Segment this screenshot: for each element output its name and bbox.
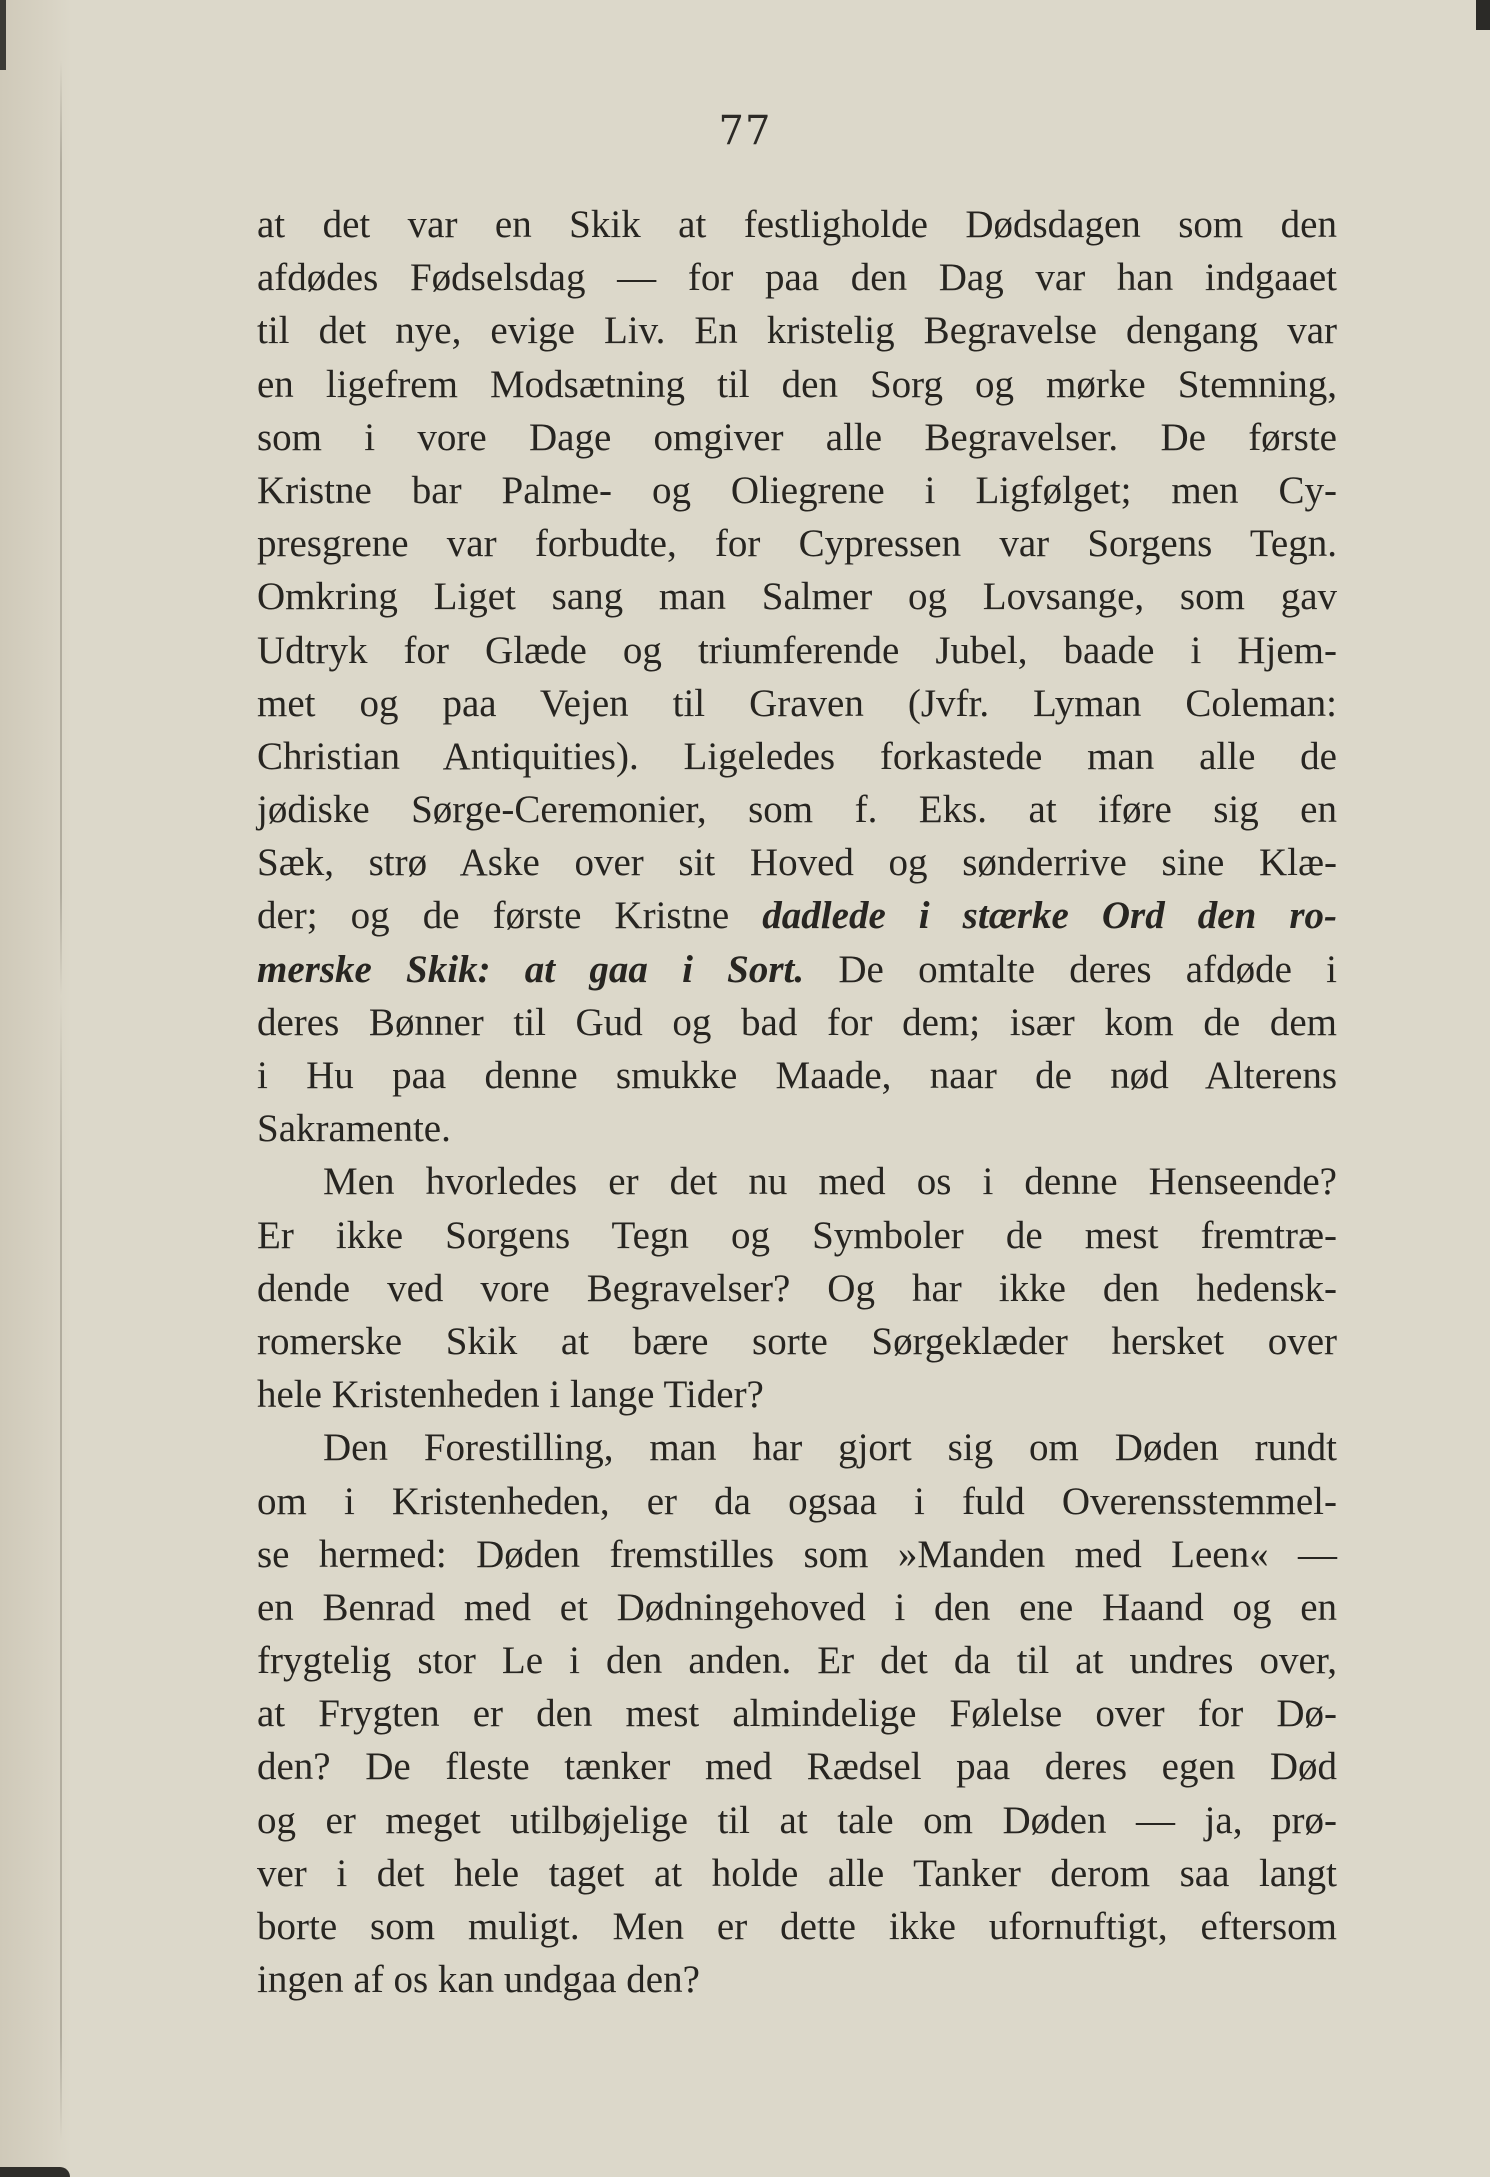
line-text: presgrene var forbudte, for Cypressen var Sorgens Tegn. [257,522,1337,566]
text-line [257,783,1337,836]
scan-corner-left [0,0,6,70]
line-text: Udtryk for Glæde og triumferende Jubel, baade i Hjem- [257,628,1337,672]
line-text: en ligefrem Modsætning til den Sorg og mørke Stemning, [257,362,1337,406]
line-text: at Frygten er den mest almindelige Følelse over for Dø- [257,1692,1337,1736]
line-text: den? De fleste tænker med Rædsel paa deres egen Død [257,1745,1337,1789]
line-text: at det var en Skik at festligholde Dødsdagen som den [257,203,1337,246]
text-line [257,1953,1337,2006]
text-line [257,1634,1337,1687]
line-text: De omtalte deres afdøde i [804,947,1337,991]
text-line [257,1581,1337,1634]
text-line [257,1209,1337,1262]
text-line [257,358,1337,411]
line-text: Den Forestilling, man har gjort sig om Døden rundt [323,1426,1337,1470]
text-line [257,1421,1337,1474]
text-line [257,1687,1337,1740]
line-text: ingen af os kan undgaa den? [257,1958,700,2002]
text-line [257,889,1337,942]
text-line [257,1528,1337,1581]
text-line [257,1368,1337,1421]
text-line [257,1900,1337,1953]
line-text: om i Kristenheden, er da ogsaa i fuld Overensstemmel- [257,1479,1337,1523]
line-text: romerske Skik at bære sorte Sørgeklæder hersket over [257,1319,1337,1363]
text-line [257,624,1337,677]
text-line [257,836,1337,889]
text-line [257,251,1337,304]
line-text: en Benrad med et Dødningehoved i den ene Haand og en [257,1585,1337,1629]
line-text: frygtelig stor Le i den anden. Er det da til at undres over, [257,1639,1337,1683]
line-text: Men hvorledes er det nu med os i denne Henseende? [323,1160,1337,1204]
italic-text: merske Skik: at gaa i Sort. [257,947,805,991]
text-line [257,464,1337,517]
text-line [257,1847,1337,1900]
text-line [257,411,1337,464]
scan-bottom-mark [0,2167,70,2177]
line-text: afdødes Fødselsdag — for paa den Dag var han indgaaet [257,256,1337,300]
line-text: hele Kristenheden i lange Tider? [257,1373,764,1417]
line-text: Kristne bar Palme- og Oliegrene i Ligfølget; men Cy- [257,468,1337,512]
text-line [257,1262,1337,1315]
line-text: met og paa Vejen til Graven (Jvfr. Lyman Coleman: [257,681,1337,725]
page-number: 77 [718,108,772,154]
gutter-line [60,60,62,2140]
text-line [257,730,1337,783]
line-text: der; og de første Kristne [257,894,763,938]
text-line [257,1049,1337,1102]
text-line [257,996,1337,1049]
line-text: deres Bønner til Gud og bad for dem; især kom de dem [257,1000,1337,1044]
line-text: i Hu paa denne smukke Maade, naar de nød Alterens [257,1054,1337,1097]
text-line [257,1740,1337,1793]
text-line [257,198,1337,251]
line-text: se hermed: Døden fremstilles som »Manden med Leen« — [257,1532,1337,1576]
line-text: Omkring Liget sang man Salmer og Lovsange, som gav [257,575,1337,619]
text-line [257,517,1337,570]
text-line [257,1315,1337,1368]
text-line [257,1102,1337,1155]
line-text: Christian Antiquities). Ligeledes forkastede man alle de [257,734,1337,778]
line-text: borte som muligt. Men er dette ikke ufornuftigt, eftersom [257,1905,1337,1948]
text-line [257,1794,1337,1847]
body-text [257,198,1337,2006]
italic-text: dadlede i stærke Ord den ro- [762,894,1337,938]
line-text: Sæk, strø Aske over sit Hoved og sønderrive sine Klæ- [257,841,1337,885]
line-text: Er ikke Sorgens Tegn og Symboler de mest fremtræ- [257,1213,1337,1257]
text-line [257,677,1337,730]
scan-corner [1476,0,1490,30]
line-text: ver i det hele taget at holde alle Tanker derom saa langt [257,1851,1337,1895]
text-line [257,1155,1337,1208]
line-text: som i vore Dage omgiver alle Begravelser. De første [257,415,1337,459]
line-text: Sakramente. [257,1107,451,1151]
line-text: til det nye, evige Liv. En kristelig Begravelse dengang var [257,309,1337,353]
line-text: jødiske Sørge-Ceremonier, som f. Eks. at iføre sig en [257,788,1337,832]
text-line [257,943,1337,996]
line-text: og er meget utilbøjelige til at tale om Døden — ja, prø- [257,1798,1337,1842]
line-text: dende ved vore Begravelser? Og har ikke den hedensk- [257,1266,1337,1310]
text-line [257,1475,1337,1528]
text-line [257,304,1337,357]
text-line [257,570,1337,623]
